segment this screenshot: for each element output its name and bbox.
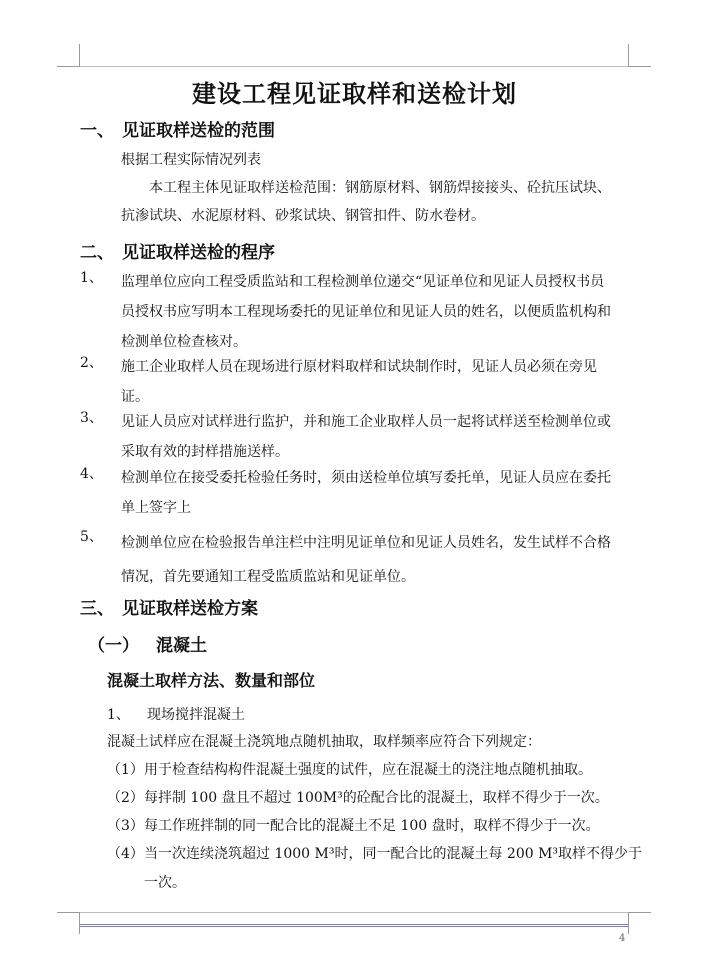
header-rule-mark-left-v	[79, 44, 80, 66]
rule-text: 每拌制 100 盘且不超过 100M³的砼配合比的混凝土，取样不得少于一次。	[144, 790, 609, 806]
section-title: 见证取样送检的范围	[122, 121, 275, 141]
rule-text: 用于检查结构构件混凝土强度的试件，应在混凝土的浇注地点随机抽取。	[144, 762, 592, 778]
text-line: 单上签字上	[121, 500, 191, 516]
text-line: 证。	[121, 389, 149, 405]
paragraph: 抗渗试块、水泥原材料、砂浆试块、钢管扣件、防水卷材。	[121, 208, 485, 224]
header-rule-mark-left	[57, 66, 80, 67]
list-number: 3、	[80, 410, 103, 426]
rule-number: （4）	[107, 846, 144, 862]
header-rule	[80, 66, 628, 67]
point-number: 1、	[107, 707, 130, 723]
rule-number: （3）	[107, 818, 144, 834]
header-rule-mark-right	[628, 66, 651, 67]
rule-number: （2）	[107, 790, 144, 806]
footer-rule-mark-left	[57, 912, 80, 913]
section-heading-3	[80, 594, 258, 619]
subsection-number: （一）	[88, 636, 139, 656]
rule-text: 每工作班拌制的同一配合比的混凝土不足 100 盘时，取样不得少于一次。	[144, 818, 600, 834]
document-title: 建设工程见证取样和送检计划	[192, 80, 517, 108]
footer-rule	[80, 912, 628, 913]
paragraph: 本工程主体见证取样送检范围：钢筋原材料、钢筋焊接接头、砼抗压试块、	[149, 180, 611, 196]
page-number: 4	[619, 933, 626, 944]
section-number: 二、	[80, 243, 114, 263]
text-line: 员授权书应写明本工程现场委托的见证单位和见证人员的姓名，以便质监机构和	[121, 304, 611, 320]
point-item	[107, 704, 245, 724]
list-text	[121, 352, 631, 412]
rule-item	[107, 815, 600, 835]
section-number: 一、	[80, 121, 114, 141]
rule-item-continuation: 一次。	[144, 875, 186, 891]
text-line: 情况，首先要通知工程受监质监站和见证单位。	[121, 569, 415, 585]
list-text	[121, 407, 631, 467]
text-line: 检测单位应在检验报告单注栏中注明见证单位和见证人员姓名，发生试样不合格	[121, 535, 611, 551]
section-title: 见证取样送检的程序	[122, 243, 275, 263]
paragraph: 根据工程实际情况列表	[121, 152, 261, 168]
subsection-heading	[88, 631, 207, 656]
footer-rule-mark-left-v	[79, 912, 80, 934]
text-line: 采取有效的封样措施送样。	[121, 444, 289, 460]
paragraph: 混凝土试样应在混凝土浇筑地点随机抽取，取样频率应符合下列规定：	[107, 734, 541, 750]
list-text	[121, 526, 631, 594]
point-text: 现场搅拌混凝土	[147, 707, 245, 723]
subsection-title: 混凝土	[156, 636, 207, 656]
header-rule-mark-right-v	[628, 44, 629, 66]
text-line: 见证人员应对试样进行监护，并和施工企业取样人员一起将试样送至检测单位或	[121, 414, 611, 430]
text-line: 检测单位在接受委托检验任务时，须由送检单位填写委托单，见证人员应在委托	[121, 470, 611, 486]
section-number: 三、	[80, 599, 114, 619]
list-text	[121, 267, 631, 357]
footer-rule-double	[80, 924, 628, 927]
rule-number: （1）	[107, 762, 144, 778]
text-line: 监理单位应向工程受质监站和工程检测单位递交“见证单位和见证人员授权书员	[121, 274, 605, 290]
list-number: 1、	[80, 270, 103, 286]
section-heading-1	[80, 116, 275, 141]
text-line: 施工企业取样人员在现场进行原材料取样和试块制作时，见证人员必须在旁见	[121, 359, 597, 375]
footer-rule-mark-right-v	[628, 912, 629, 934]
footer-rule-mark-right	[628, 912, 651, 913]
section-heading-2	[80, 238, 275, 263]
rule-item	[107, 787, 609, 807]
list-text	[121, 463, 631, 523]
section-title: 见证取样送检方案	[122, 599, 258, 619]
rule-item	[107, 759, 592, 779]
rule-text: 当一次连续浇筑超过 1000 M³时，同一配合比的混凝土每 200 M³取样不得少于	[144, 846, 643, 862]
list-number: 4、	[80, 466, 103, 482]
rule-item	[107, 843, 642, 863]
text-line: 检测单位检查核对。	[121, 334, 247, 350]
list-number: 2、	[80, 355, 103, 371]
sub-subheading: 混凝土取样方法、数量和部位	[107, 671, 316, 690]
list-number: 5、	[80, 529, 103, 545]
